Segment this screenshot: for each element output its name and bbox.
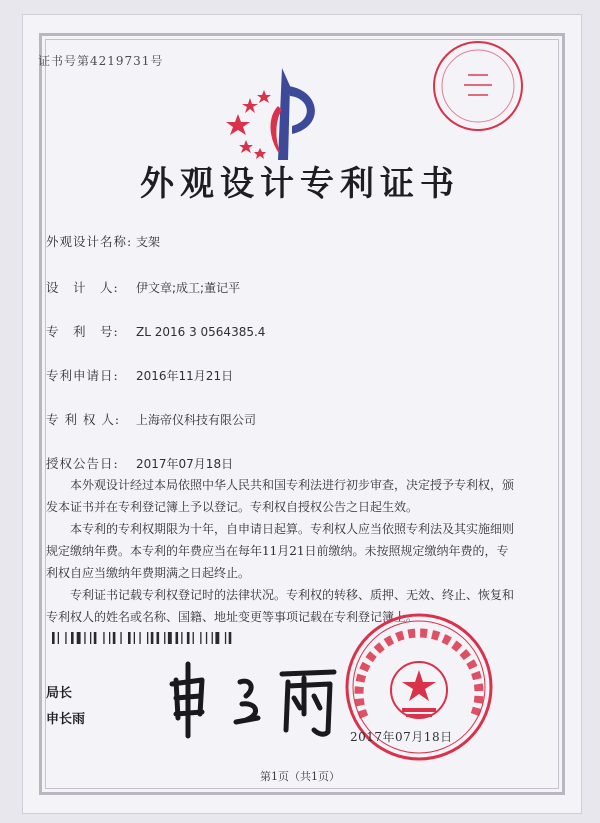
- signatory-name: 申长雨: [46, 712, 86, 727]
- body-paragraph: 专利证书记载专利权登记时的法律状况。专利权的转移、质押、无效、终止、恢复和专利权人的姓名或名称、国籍、地址变更等事项记载在专利登记簿上。: [46, 588, 515, 624]
- patent-office-logo-icon: [220, 56, 340, 166]
- field-value: 2017年07月18日: [136, 457, 234, 471]
- field-label: 专 利 号:: [46, 324, 119, 339]
- seal-date: 2017年07月18日: [350, 730, 453, 744]
- field-value: 2016年11月21日: [136, 369, 234, 383]
- field-patent-number: [46, 322, 265, 340]
- body-paragraph: 本专利的专利权期限为十年，自申请日起算。专利权人应当依照专利法及其实施细则规定缴纳年费。本专利的年费应当在每年11月21日前缴纳。未按照规定缴纳年费的，专利权自应当缴纳年费期满之日起终止。: [46, 522, 515, 580]
- barcode: [52, 632, 282, 644]
- field-label: 外观设计名称:: [46, 234, 133, 249]
- page-title: 外观设计专利证书: [140, 164, 460, 204]
- field-value: ZL 2016 3 0564385.4: [136, 325, 266, 339]
- field-label: 授权公告日:: [46, 456, 119, 471]
- top-seal-stamp: [430, 38, 526, 134]
- field-designer: [46, 278, 240, 296]
- field-application-date: [46, 366, 233, 384]
- field-patentee: [46, 410, 256, 428]
- field-value: 支架: [136, 235, 161, 249]
- field-value: 伊文章;成工;董记平: [136, 281, 241, 295]
- field-design-name: [46, 232, 160, 250]
- certificate-body: [46, 474, 516, 628]
- field-label: 专 利 权 人:: [46, 412, 121, 427]
- field-value: 上海帝仪科技有限公司: [136, 413, 257, 427]
- signatory-role: 局长: [46, 686, 73, 701]
- body-paragraph: 本外观设计经过本局依照中华人民共和国专利法进行初步审查，决定授予专利权，颁发本证书并在专利登记簿上予以登记。专利权自授权公告之日起生效。: [46, 478, 515, 514]
- field-grant-date: [46, 454, 233, 472]
- page-number: 第1页（共1页）: [260, 770, 340, 783]
- handwritten-signature: [158, 652, 348, 742]
- certificate-number: 证书号第4219731号: [38, 54, 164, 68]
- field-label: 设 计 人:: [46, 280, 119, 295]
- field-label: 专利申请日:: [46, 368, 119, 383]
